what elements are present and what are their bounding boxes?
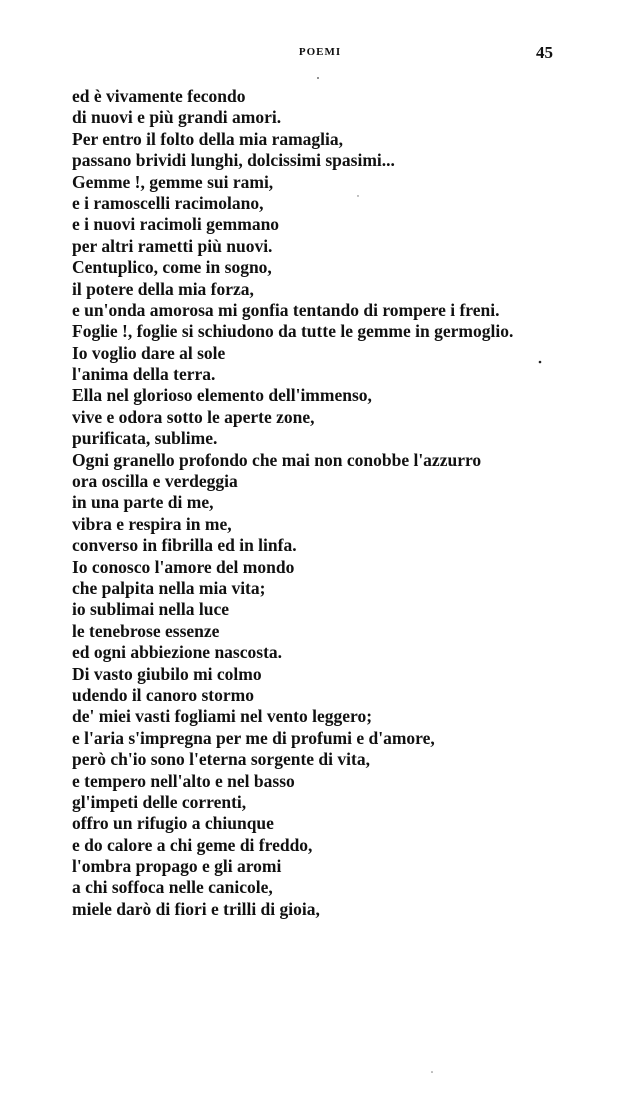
poem-line: Di vasto giubilo mi colmo <box>72 663 262 684</box>
poem-text <box>72 86 612 920</box>
page-number: 45 <box>536 43 553 62</box>
poem-line: a chi soffoca nelle canicole, <box>72 877 273 898</box>
poem-line: e un'onda amorosa mi gonfia tentando di rompere i freni. <box>72 299 500 320</box>
poem-line: per altri rametti più nuovi. <box>72 235 273 256</box>
poem-line: ed è vivamente fecondo <box>72 86 246 106</box>
poem-line: converso in fibrilla ed in linfa. <box>72 535 297 556</box>
poem-line: ed ogni abbiezione nascosta. <box>72 642 283 663</box>
poem-line: de' miei vasti fogliami nel vento leggero; <box>72 706 373 727</box>
poem-line: e i ramoscelli racimolano, <box>72 192 264 213</box>
poem-line: purificata, sublime. <box>72 428 218 449</box>
poem-line: offro un rifugio a chiunque <box>72 813 274 834</box>
paper-speck <box>431 1071 433 1073</box>
poem-line: vive e odora sotto le aperte zone, <box>72 406 315 427</box>
running-title: POEMI <box>298 46 342 58</box>
poem-line: l'anima della terra. <box>72 364 216 385</box>
poem-line: che palpita nella mia vita; <box>72 577 266 598</box>
poem-line: di nuovi e più grandi amori. <box>72 107 282 128</box>
poem-line: Io conosco l'amore del mondo <box>72 556 295 577</box>
poem-line: e l'aria s'impregna per me di profumi e d'amore, <box>72 727 435 748</box>
poem-line: Per entro il folto della mia ramaglia, <box>72 128 344 149</box>
poem-line: udendo il canoro stormo <box>72 684 254 705</box>
poem-line: e tempero nell'alto e nel basso <box>72 770 295 791</box>
poem-line: ora oscilla e verdeggia <box>72 471 238 492</box>
paper-speck <box>317 77 319 79</box>
poem-line: Io voglio dare al sole <box>72 342 226 363</box>
poem-line: però ch'io sono l'eterna sorgente di vita, <box>72 749 370 770</box>
poem-line: gl'impeti delle correnti, <box>72 791 247 812</box>
poem-line: io sublimai nella luce <box>72 599 230 620</box>
poem-line: Centuplico, come in sogno, <box>72 257 272 278</box>
poem-line: Ella nel glorioso elemento dell'immenso, <box>72 385 372 406</box>
poem-line: le tenebrose essenze <box>72 620 220 641</box>
poem-line: il potere della mia forza, <box>72 278 254 299</box>
poem-line: e do calore a chi geme di freddo, <box>72 834 313 855</box>
poem-line: Ogni granello profondo che mai non conobbe l'azzurro <box>72 449 482 470</box>
poem-line: miele darò di fiori e trilli di gioia, <box>72 898 320 919</box>
poem-line: Gemme !, gemme sui rami, <box>72 171 274 192</box>
poem-line: Foglie !, foglie si schiudono da tutte le gemme in germoglio. <box>72 321 514 342</box>
poem-line: vibra e respira in me, <box>72 513 232 534</box>
poem-line: in una parte di me, <box>72 492 214 513</box>
poem-line: e i nuovi racimoli gemmano <box>72 214 280 235</box>
poem-line: passano brividi lunghi, dolcissimi spasimi... <box>72 150 395 171</box>
poem-line: l'ombra propago e gli aromi <box>72 856 282 877</box>
